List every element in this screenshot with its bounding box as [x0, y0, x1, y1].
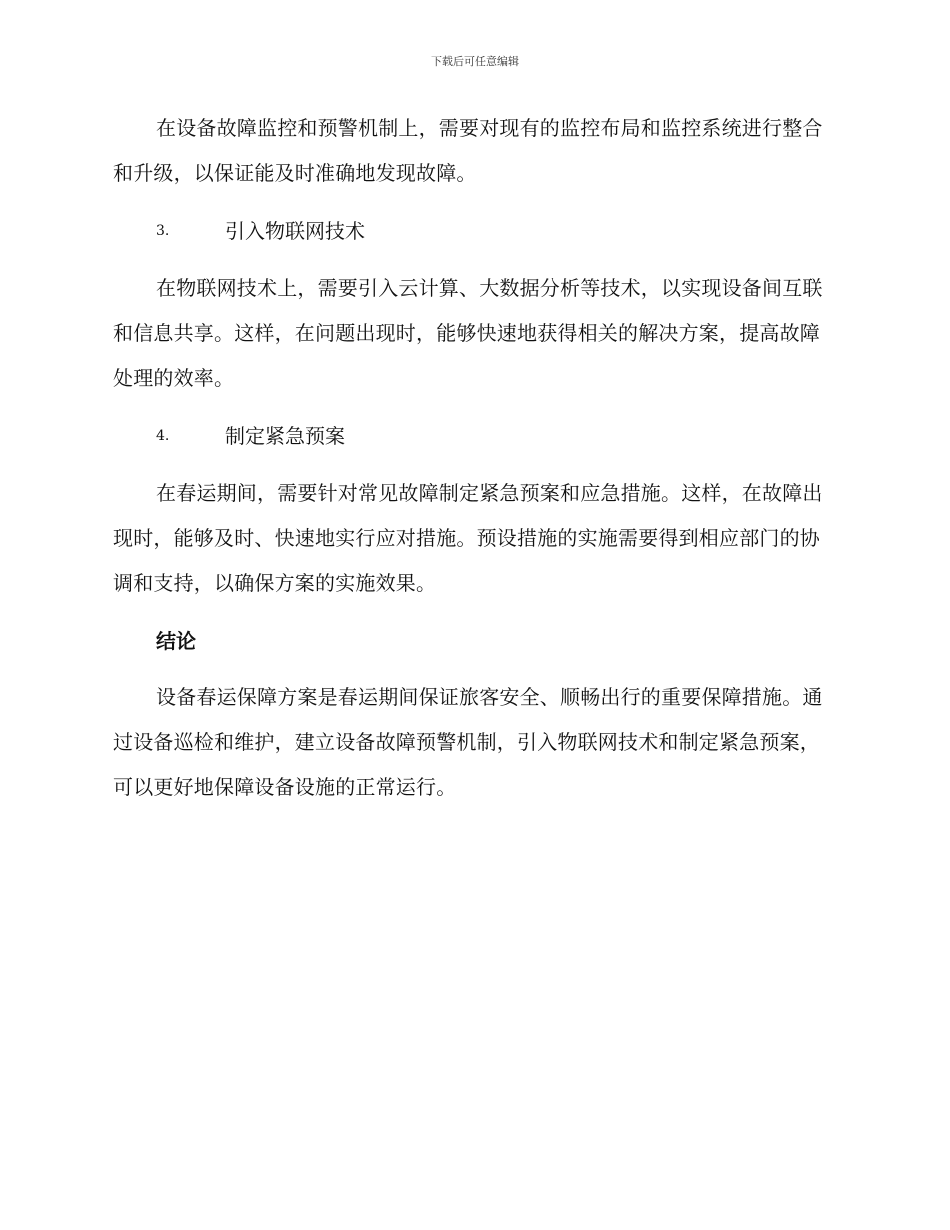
paragraph-conclusion: 设备春运保障方案是春运期间保证旅客安全、顺畅出行的重要保障措施。通过设备巡检和维护，建立设备故障预警机制，引入物联网技术和制定紧急预案，可以更好地保障设备设施的正常运行。 [113, 685, 823, 799]
item-title: 引入物联网技术 [225, 219, 365, 243]
paragraph-iot: 在物联网技术上，需要引入云计算、大数据分析等技术，以实现设备间互联和信息共享。这样，在问题出现时，能够快速地获得相关的解决方案，提高故障处理的效率。 [113, 276, 823, 390]
item-number: 3. [156, 223, 170, 239]
numbered-heading-iot [113, 216, 835, 246]
numbered-heading-emergency [113, 421, 835, 451]
paragraph-monitoring: 在设备故障监控和预警机制上，需要对现有的监控布局和监控系统进行整合和升级，以保证能及时准确地发现故障。 [113, 116, 823, 185]
item-number: 4. [156, 428, 170, 444]
item-title: 制定紧急预案 [225, 424, 345, 448]
conclusion-heading: 结论 [156, 629, 196, 653]
paragraph-emergency: 在春运期间，需要针对常见故障制定紧急预案和应急措施。这样，在故障出现时，能够及时、快速地实行应对措施。预设措施的实施需要得到相应部门的协调和支持，以确保方案的实施效果。 [113, 481, 823, 595]
page-header: 下载后可任意编辑 [431, 55, 519, 68]
